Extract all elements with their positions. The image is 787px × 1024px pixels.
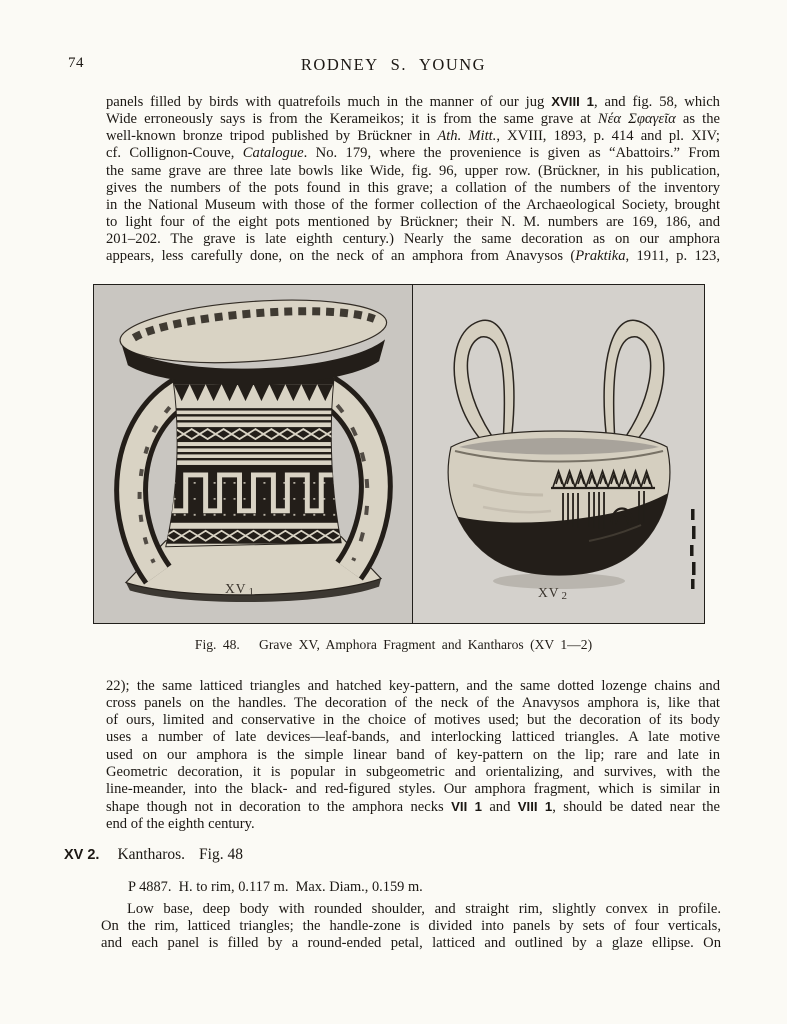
entry-heading — [64, 846, 243, 864]
figure-48 — [93, 284, 705, 624]
paragraph-1: panels filled by birds with quatrefoils much in the manner of our jug XVIII 1, and fig. 58, which Wide erroneously says is from the Kerameikos; it is from the same grave at Νέα Σφαγεῖα as the well-known bronze tripod published by Brückner in Ath. Mitt., XVIII, 1893, p. 414 and pl. XIV; cf. Collignon-Couve, Catalogue. No. 179, where the provenience is given as “Abattoirs.” From the same grave are three late bowls like Wide, fig. 96, upper row. (Brückner, in his publication, gives the numbers of the pots found in this grave; a collation of the numbers of the inventory in the National Museum with those of the former collection of the Archaeological Society, brought to light four of the eight pots mentioned by Brückner; their N. M. numbers are 169, 186, and 201–202. The grave is late eighth century.) Nearly the same decoration as on our amphora appears, less carefully done, on the neck of an amphora from Anavysos (Praktika, 1911, p. 123, — [106, 94, 721, 265]
paragraph-3: Low base, deep body with rounded shoulder, and straight rim, slightly convex in profile. On the rim, latticed triangles; the handle-zone is divided into panels by sets of four verticals, and each panel is filled by a round-ended petal, latticed and outlined by a glaze ellipse. On — [101, 901, 721, 952]
entry-number: XV 2. — [64, 847, 100, 863]
kantharos-illustration — [413, 285, 704, 623]
figure-caption: Fig. 48. Grave XV, Amphora Fragment and Kantharos (XV 1—2) — [194, 637, 593, 652]
paragraph-2: 22); the same latticed triangles and hatched key-pattern, and the same dotted lozenge chains and cross panels on the handles. The decoration of the neck of the Anavysos amphora is, like that of ours, limited and conservative in the choice of motives used; but the decoration of its body uses a number of late devices—leaf-bands, and interlocking latticed triangles. A late motive used on our amphora is the simple linear band of key-pattern on the lip; rare and late in Geometric decoration, it is popular in subgeometric and orientalizing, and survives, with the line-meander, into the black- and red-figured styles. Our amphora fragment, which is similar in shape though not in decoration to the amphora necks VII 1 and VIII 1, should be dated near the end of the eighth century. — [106, 678, 720, 833]
entry-figure-reference: Fig. 48 — [199, 846, 243, 863]
photo-amphora-fragment — [94, 285, 413, 623]
photo-label: XV 2 — [537, 585, 568, 602]
photo-label: XV 1 — [225, 581, 255, 598]
page-number: 74 — [68, 55, 84, 71]
photo-kantharos — [413, 285, 704, 623]
scale-bar — [690, 509, 696, 589]
entry-title: Kantharos. — [117, 846, 186, 863]
catalogue-line: P 4887. H. to rim, 0.117 m. Max. Diam., 0.159 m. — [128, 879, 423, 895]
amphora-illustration — [94, 285, 412, 623]
running-head: RODNEY S. YOUNG — [300, 55, 487, 74]
